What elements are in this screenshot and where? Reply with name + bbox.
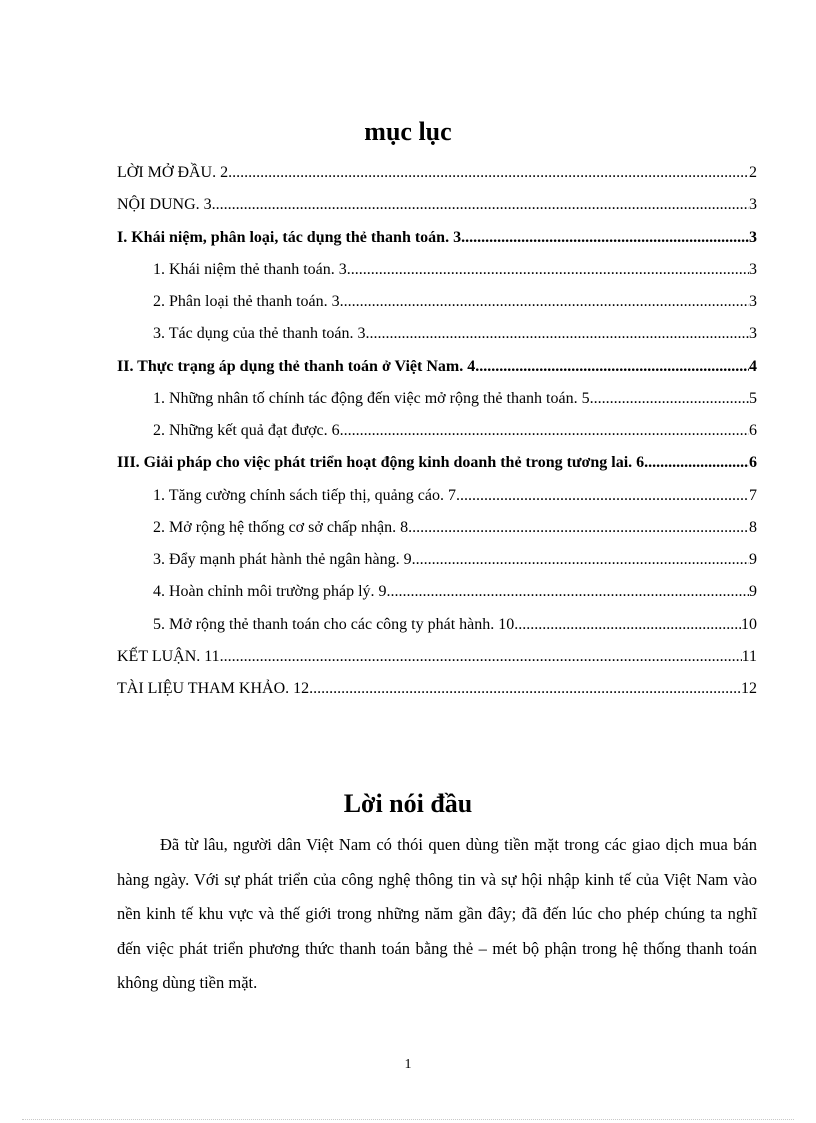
toc-dot-leader [590,383,749,415]
toc-entry-page: 2 [749,164,757,181]
toc-entry-page: 12 [741,680,757,697]
toc-dot-leader [461,222,749,254]
introduction-paragraph: Đã từ lâu, người dân Việt Nam có thói quen dùng tiền mặt trong các giao dịch mua bán hàng ngày. Với sự phát triển của công nghệ thông tin và sự hội nhập kinh tế của Việt Nam vào nền kinh tế khu vực và thế giới trong những năm gần đây; đã đến lúc cho phép chúng ta nghĩ đến việc phát triển phương thức thanh toán bằng thẻ – mét bộ phận trong hệ thống thanh toán không dùng tiền mặt. [117,835,757,993]
toc-entry-page: 11 [741,647,757,665]
toc-dot-leader [412,544,749,576]
toc-dot-leader [475,351,749,383]
toc-entry-section-1-3[interactable] [117,318,757,350]
toc-entry-text: 5. Mở rộng thẻ thanh toán cho các công ty phát hành. 10 [153,615,515,633]
table-of-contents [117,157,757,705]
toc-entry-page: 9 [749,583,757,601]
toc-entry-text: 2. Phân loại thẻ thanh toán. 3 [153,293,340,310]
toc-dot-leader [456,480,749,512]
toc-dot-leader [347,254,749,286]
toc-entry-page: 3 [749,228,757,246]
toc-dot-leader [309,673,741,705]
toc-dot-leader [514,609,741,641]
page-bottom-divider [22,1119,794,1120]
toc-entry-text: 1. Khái niệm thẻ thanh toán. 3 [153,260,347,278]
toc-dot-leader [366,318,749,350]
toc-entry-section-3-2[interactable] [117,512,757,544]
toc-dot-leader [340,286,749,318]
toc-entry-tai-lieu-tham-khao[interactable] [117,673,757,705]
toc-entry-text: I. Khái niệm, phân loại, tác dụng thẻ thanh toán. 3 [117,228,462,246]
toc-entry-text: KẾT LUẬN. 11 [117,647,220,665]
toc-entry-text: 4. Hoàn chỉnh môi trường pháp lý. 9 [153,583,387,601]
toc-dot-leader [212,189,749,221]
toc-entry-section-3[interactable] [117,447,757,479]
toc-entry-text: III. Giải pháp cho việc phát triển hoạt động kinh doanh thẻ trong tương lai. 6 [117,454,645,472]
toc-dot-leader [220,641,742,673]
toc-title: mục lục [364,117,452,146]
toc-entry-section-1-1[interactable] [117,254,757,286]
toc-entry-section-3-5[interactable] [117,609,757,641]
toc-entry-page: 3 [749,293,757,310]
toc-entry-page: 7 [749,486,757,504]
toc-entry-page: 9 [749,551,757,568]
toc-entry-page: 6 [749,422,757,439]
toc-entry-page: 6 [749,454,757,472]
toc-dot-leader [340,415,749,447]
toc-entry-page: 3 [749,260,757,278]
toc-entry-text: 2. Những kết quả đạt được. 6 [153,422,340,439]
toc-dot-leader [228,157,749,189]
toc-dot-leader [644,447,749,479]
toc-entry-section-2-2[interactable] [117,415,757,447]
toc-entry-page: 5 [749,389,757,407]
introduction-title: Lời nói đầu [343,789,473,818]
toc-entry-page: 3 [749,325,757,343]
toc-entry-text: 3. Đẩy mạnh phát hành thẻ ngân hàng. 9 [153,551,412,568]
toc-entry-noi-dung[interactable] [117,189,757,221]
toc-entry-text: NỘI DUNG. 3 [117,196,212,214]
toc-entry-text: 1. Những nhân tố chính tác động đến việc mở rộng thẻ thanh toán. 5 [153,389,590,407]
toc-entry-section-3-4[interactable] [117,576,757,608]
toc-entry-text: TÀI LIỆU THAM KHẢO. 12 [117,680,310,697]
toc-entry-text: 3. Tác dụng của thẻ thanh toán. 3 [153,325,366,343]
toc-entry-page: 4 [749,357,757,375]
page-number: 1 [404,1057,412,1072]
toc-entry-loi-mo-dau[interactable] [117,157,757,189]
toc-entry-ket-luan[interactable] [117,641,757,673]
toc-entry-section-1-2[interactable] [117,286,757,318]
toc-dot-leader [408,512,749,544]
toc-entry-section-2-1[interactable] [117,383,757,415]
toc-entry-page: 3 [749,196,757,214]
toc-entry-text: LỜI MỞ ĐẦU. 2 [117,164,229,181]
toc-entry-text: 1. Tăng cường chính sách tiếp thị, quảng cáo. 7 [153,486,456,504]
toc-dot-leader [387,576,749,608]
toc-entry-text: II. Thực trạng áp dụng thẻ thanh toán ở Việt Nam. 4 [117,357,476,375]
toc-entry-section-3-3[interactable] [117,544,757,576]
toc-entry-section-3-1[interactable] [117,480,757,512]
toc-entry-section-2[interactable] [117,351,757,383]
toc-entry-section-1[interactable] [117,222,757,254]
toc-entry-page: 10 [741,615,757,633]
toc-entry-page: 8 [749,518,757,536]
toc-entry-text: 2. Mở rộng hệ thống cơ sở chấp nhận. 8 [153,518,409,536]
